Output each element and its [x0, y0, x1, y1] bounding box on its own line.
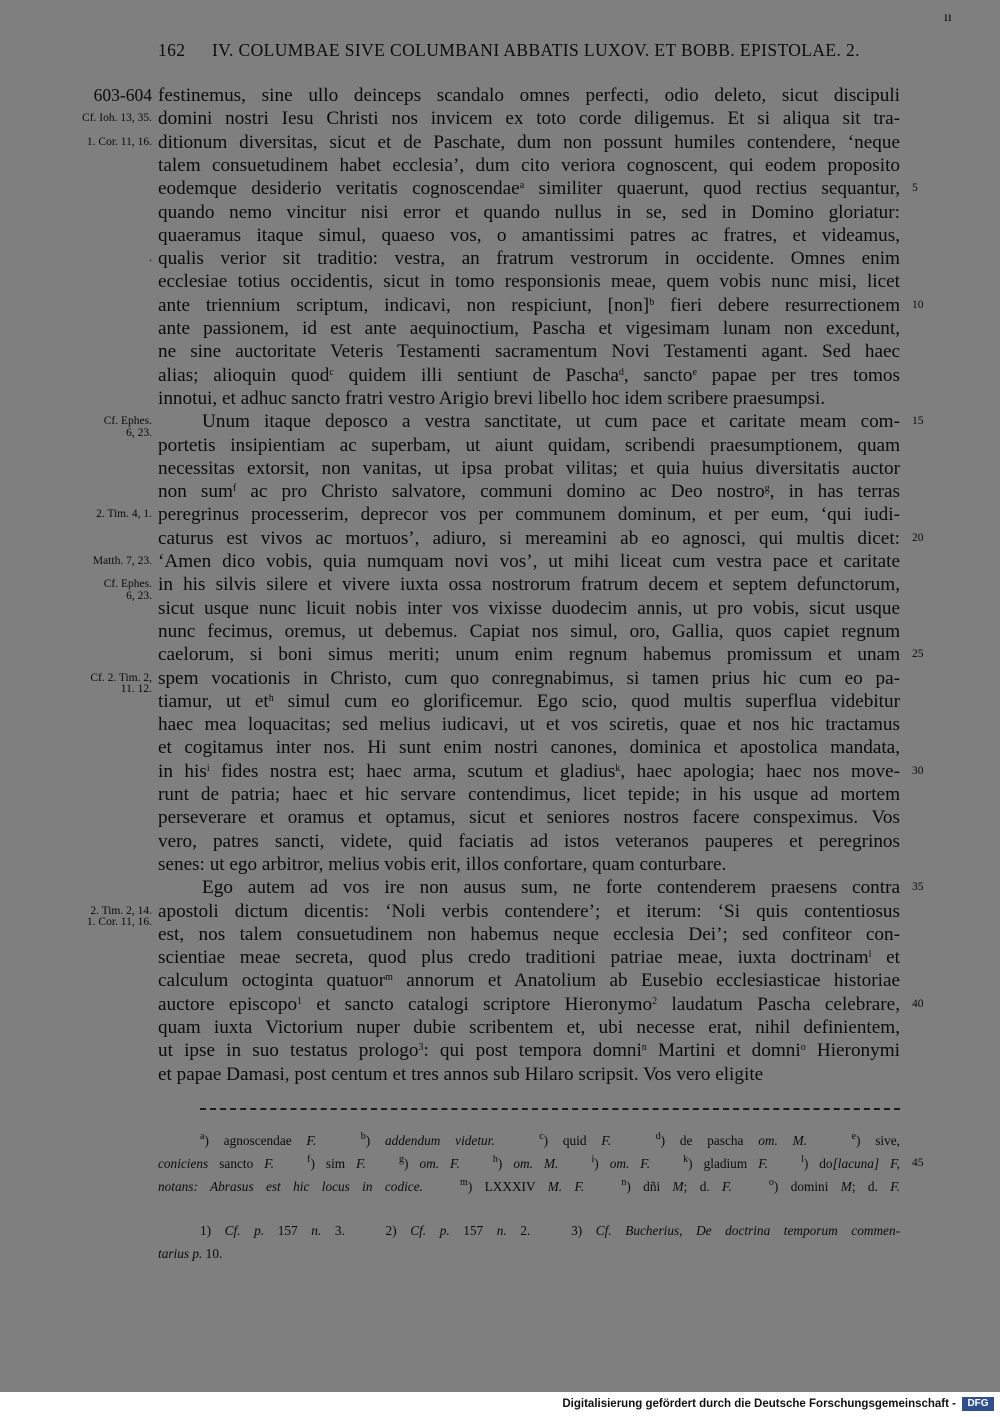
- text-line: ante passionem, id est ante aequinoctium, Pascha et vigesimam lunam non excedunt,: [158, 318, 900, 339]
- margin-reference: 2. Tim. 4, 1.: [96, 508, 152, 521]
- text-line: ne sine auctoritate Veteris Testamenti sacramentum Novi Testamenti agant. Sed haec: [158, 341, 900, 363]
- text-line: et papae Damasi, post centum et tres annos sub Hilaro scripsit. Vos vero eligite: [158, 1063, 764, 1085]
- text-line: alias; alioquin quod$^c$ quidem illi sentiunt de Pascha$^d$, sancto$^e$ papae per tres tomos: [158, 364, 900, 386]
- margin-reference: Matth. 7, 23.: [92, 555, 152, 567]
- apparatus-line: coniciens sancto F. $^f$) sim F. $^g$) om. F. $^h$) om. M. $^i$) om. F. $^k$) gladium F. $^l$) do[lacuna] F,: [158, 1154, 900, 1171]
- note-line: 1) Cf. p. 157 n. 3. 2) Cf. p. 157 n. 2. 3) Cf. Bucherius, De doctrina temporum commen-: [200, 1223, 901, 1238]
- line-number: 40: [912, 997, 924, 1010]
- running-title: IV. COLUMBAE SIVE COLUMBANI ABBATIS LUXOV. ET BOBB. EPISTOLAE. 2.: [212, 40, 860, 60]
- margin-reference: Cf. Ephes.: [103, 415, 152, 428]
- text-line: quando nemo vincitur nisi error et quando nullus in se, sed in Domino gloriatur:: [158, 201, 900, 223]
- text-line: auctore episcopo$^1$ et sancto catalogi scriptore Hieronymo$^2$ laudatum Pascha celebrare,: [158, 993, 900, 1015]
- line-number: 5: [912, 182, 918, 195]
- line-number: 20: [912, 531, 924, 544]
- text-line: et cogitamus inter nos. Hi sunt enim nostri canones, dominica et apostolica mandata,: [158, 737, 900, 759]
- margin-reference: 1. Cor. 11, 16.: [86, 135, 152, 148]
- text-line: ante triennium scriptum, indicavi, non respiciunt, [non]$^b$ fieri debere resurrectionem: [158, 294, 900, 316]
- text-line: innotui, et adhuc sancto fratri vestro Arigio brevi libello hoc idem scribere praesumpsi.: [158, 387, 826, 409]
- text-line: caturus est vivos ac mortuos’, adiuro, si mereamini ab eo agnosci, qui multis dicet:: [158, 527, 900, 549]
- margin-reference: 2. Tim. 2, 14.: [90, 904, 152, 917]
- text-line: est, nos talem consuetudinem non habemus neque ecclesia Dei’; sed confiteor con-: [158, 923, 900, 945]
- text-line: runt de patria; haec et hic servare contendimus, licet tepide; in his usque ad mortem: [158, 784, 900, 805]
- text-line: Unum itaque deposco a vestra sanctitate, ut cum pace et caritate meam com-: [202, 411, 900, 433]
- line-number: 45: [912, 1157, 924, 1169]
- text-line: quam iuxta Victorium nuper dubie scribentem et, ubi necesse erat, nihil definientem,: [158, 1017, 900, 1038]
- text-line: quaeramus itaque simul, quaeso vos, o amantissimi patres ac fratres, et videamus,: [158, 224, 900, 246]
- dfg-logo: DFG: [962, 1397, 994, 1411]
- text-line: caelorum, si boni simus meriti; unum enim regnum habemus promissum et unam: [158, 644, 900, 666]
- text-line: spem vocationis in Christo, cum quo conregnabimus, si tamen prius hic cum eo pa-: [158, 667, 900, 689]
- line-number: 25: [912, 648, 924, 661]
- text-line: tiamur, ut $et^h$ simul cum eo glorificemur. Ego scio, quod multis superflua videbitur: [158, 690, 901, 712]
- text-line: ditionum diversitas, sicut et de Paschate, dum non possunt humiles contendere, ‘neque: [158, 131, 900, 153]
- text-line: apostoli dictum dicentis: ‘Noli verbis contendere’; et iterum: ‘Si quis contentiosus: [158, 900, 900, 922]
- text-line: perseverare et oramus et optamus, sicut et seniores nostros facere conspeximus. Vos: [158, 807, 900, 829]
- digitization-footer: [0, 1392, 1000, 1417]
- page-number: 162: [158, 40, 186, 60]
- text-line: qualis verior sit traditio: vestra, an fratrum vestrorum in occidente. Omnes enim: [158, 248, 900, 270]
- text-line: haec mea loquacitas; sed melius iudicavi, ut et vos sciretis, quae et nos hic tractamus: [158, 714, 900, 736]
- line-number: 10: [912, 298, 924, 311]
- text-line: Ego autem ad vos ire non ausus sum, ne forte contenderem praesens contra: [202, 877, 900, 899]
- text-line: talem consuetudinem habet ecclesia’, dum cito veriora cognoscent, qui eodem proposito: [158, 154, 900, 176]
- margin-reference: Cf. 2. Tim. 2,: [90, 671, 152, 684]
- margin-reference: .: [149, 252, 152, 265]
- apparatus-line: notans: Abrasus est hic locus in codice. $^m$) LXXXIV M. F. $^n$) dñi M; d. F. $^o$) domini M; d. F.: [158, 1177, 900, 1194]
- margin-reference: 11. 12.: [120, 683, 152, 696]
- apparatus-line: $^a$) agnoscendae F. $^b$) addendum videtur. $^c$) quid F. $^d$) de pascha om. M. $^e$) sive,: [200, 1131, 900, 1148]
- footer-credit: Digitalisierung gefördert durch die Deutsche Forschungsgemeinschaft -: [562, 1398, 956, 1410]
- text-line: portetis insipientiam ac superbam, ut aiunt quidam, scribendi praesumptionem, quam: [158, 434, 900, 456]
- line-number: 15: [912, 415, 924, 428]
- note-line: tarius p. 10.: [158, 1246, 223, 1261]
- text-line: calculum octoginta quatuor$^m$ annorum et Anatolium ab Eusebio ecclesiasticae historiae: [158, 970, 901, 992]
- margin-reference: 1. Cor. 11, 16.: [86, 916, 152, 929]
- margin-reference: 603-604: [93, 85, 152, 105]
- margin-reference: Cf. Ioh. 13, 35.: [82, 112, 152, 125]
- text-line: in his silvis silere et vivere iuxta ossa nostrorum fratrum decem et septem defunctorum,: [158, 574, 900, 596]
- text-line: senes: ut ego arbitror, melius vobis erit, illos confortare, quam conturbare.: [158, 853, 727, 875]
- text-line: ecclesiae totius occidentis, sicut in tomo responsionis meae, quem vobis nunc misi, licet: [158, 271, 900, 293]
- text-line: eodemque desiderio veritatis cognoscendae$^a$ similiter quaerunt, quod rectius sequantur,: [158, 178, 900, 200]
- text-line: scientiae meae secreta, quod plus credo traditioni patriae meae, iuxta doctrinam$^l$ et: [158, 947, 900, 969]
- text-line: sicut usque nunc licuit nobis inter vos vixisse duodecim annis, ut pro vobis, sicut usque: [158, 597, 900, 619]
- text-line: festinemus, sine ullo deinceps scandalo omnes perfecti, odio deleto, sicut discipuli: [158, 85, 900, 106]
- text-line: non sum$^f$ ac pro Christo salvatore, communi domino ac Deo nostro$^g$, in has terras: [158, 481, 900, 503]
- line-number: 35: [912, 881, 924, 894]
- corner-mark: ıı: [944, 10, 952, 25]
- margin-reference: 6, 23.: [126, 426, 152, 439]
- text-line: domini nostri Iesu Christi nos invicem ex toto corde diligemus. Et si aliqua sit tra-: [158, 108, 900, 130]
- text-line: nunc fecimus, oremus, ut debemus. Capiat nos simul, oro, Gallia, quos capiet regnum: [158, 620, 900, 642]
- text-line: ‘Amen dico vobis, quia numquam novi vos’, ut mihi liceat cum vestra pace et caritate: [158, 551, 900, 572]
- text-line: vero, patres sancti, videte, quid faciatis ad istos veteranos pauperes et peregrinos: [158, 830, 900, 852]
- margin-reference: Cf. Ephes.: [103, 578, 152, 591]
- text-line: necessitas extorsit, non vanitas, ut ipsa probat vilitas; et quia huius diversitatis auctor: [158, 457, 900, 479]
- text-line: in his$^i$ fides nostra est; haec arma, scutum et gladius$^k$, haec apologia; haec nos move-: [158, 760, 900, 782]
- footnote-rule: [200, 1108, 900, 1110]
- text-line: peregrinus processerim, deprecor vos per communem dominum, et per eum, ‘qui iudi-: [158, 504, 900, 526]
- line-number: 30: [912, 764, 924, 777]
- text-line: ut ipse in suo testatus prologo$^3$: qui post tempora domni$^n$ Martini et domni$^o$ Hieronymi: [158, 1040, 900, 1062]
- margin-reference: 6, 23.: [126, 589, 152, 602]
